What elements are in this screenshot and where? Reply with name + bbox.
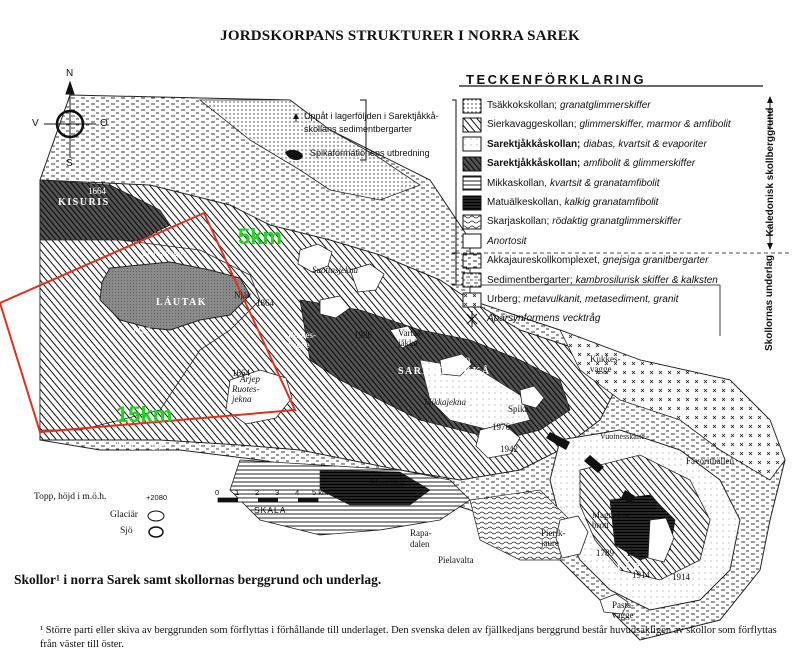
legend-swatch [462,272,482,288]
place-rapadalen: Rapa- dalen [410,528,432,549]
place-kukkesvagge: Kukkes- vagge [590,354,621,374]
legend-item-desc: kvartsit & granatamfibolit [550,177,660,189]
scale-tick: 0 [215,488,220,497]
legend-side-bottom: Skollornas underlag [764,254,775,351]
legend-item-desc: Anortosit [487,235,527,247]
legend-item [462,193,658,212]
scale-bar [218,498,318,502]
legend-item [462,115,731,134]
place-magnesitbrott: Magnesit- brott [592,510,629,530]
place-pierikjaure: Pierik- jaure [541,528,566,548]
legend-item [462,154,695,173]
legend-item-name: Sierkavaggeskollan; [487,119,577,131]
legend-item-desc: gnejsiga granitbergarter [602,255,709,267]
place-sierkavagge: Sierkavagge [142,248,187,258]
height-label: 1664 [232,368,250,378]
legend-item [462,232,526,251]
legend-item [462,309,600,328]
height-label: 1914 [672,572,690,582]
legend-item [462,290,678,309]
place-ruotesvagge: Ruotes- vagge [288,330,316,350]
key-glacier-label: Glaciär [110,510,138,520]
height-label: 1664 [88,186,106,196]
key-peak-label: Topp, höjd i m.ö.h. [34,492,107,502]
legend-swatch [462,117,482,133]
legend-item-name: Sarektjåkkåskollan; [487,138,581,150]
overlay-15km: 15km [116,402,173,427]
legend-item-name: Matuälkeskollan, [487,197,562,208]
legend-swatch [462,214,482,230]
legend-swatch [462,311,482,327]
legend-heading: TECKENFÖRKLARING [466,72,647,87]
legend-swatch [462,175,482,191]
compass-v: V [32,118,39,129]
legend-note-2: skollans sedimentbergarter [304,124,413,134]
legend-item-name: Skarjaskollan; [487,216,550,228]
legend-item-desc: kalkig granatamfibolit [564,197,659,208]
key-lake-label: Sjö [120,526,133,536]
legend-swatch [462,136,482,152]
place-pastavagge: Pasta- vagge [612,600,634,620]
place-vuoinesskaite: Vuoinesskaite [600,432,645,441]
place-vartasjakka: Vartas- jåkkå [398,328,424,348]
legend-item-desc: metavulkanit, metasediment, granit [523,294,679,305]
lake-symbol [149,527,163,537]
height-label: 1986 [354,330,372,340]
overlay-5km: 5km [238,224,283,249]
legend-item-name: Mikkaskollan, [487,177,548,189]
legend-item [462,271,718,290]
key-peak-example: +2080 [146,493,168,502]
place-sarektjakka: SAREKTJÅKKÅ [398,366,491,377]
legend-item [462,96,651,115]
height-label: 1942 [500,444,518,454]
legend-item-name: Sarektjåkkåskollan; [487,158,581,170]
place-njak: Nják [234,290,252,300]
scale-tick: 4 [295,488,300,497]
height-label: 1976 [492,422,510,432]
height-label: 1871 [626,548,644,558]
height-label: 1864 [256,298,274,308]
place-pielavalta: Pielavalta [438,555,474,565]
legend-swatch [462,292,482,308]
legend-item [462,212,681,231]
place-apar: ÄPÁR [608,562,642,573]
legend-item [462,174,660,193]
map-caption: Skollor¹ i norra Sarek samt skollornas berggrund och underlag. [14,572,382,587]
compass-o: O [100,118,108,129]
footnote: ¹ Större parti eller skiva av berggrunden som förflyttas i förhållande till underlaget. Den svenska delen av fjällkedjans berggrund består huvudsakligen av skollor som förflyttas från väster till öster. [40,625,777,650]
legend-item-desc: amfibolit & glimmerskiffer [583,158,696,170]
scale-tick: 5 km [312,488,329,497]
place-spika: Spika [508,404,529,414]
scale-title: SKALA [254,505,287,515]
place-matualke: Matuälke [370,478,404,488]
legend-side-top: Kaledonisk skollberggrund [765,107,776,237]
height-label: 1789 [596,548,614,558]
legend-swatch [462,156,482,172]
legend-item-desc: rödaktig granatglimmerskiffer [552,216,682,228]
scale-tick: 3 [275,488,280,497]
place-favoritkallen: Favorithällen [686,456,734,466]
scale-tick: 2 [255,488,260,497]
height-label: 1914 [632,570,650,580]
legend-swatch [462,253,482,269]
compass-n: N [66,68,74,79]
legend-item-desc: granatglimmerskiffer [560,100,651,111]
place-lautak: LÁUTAK [156,297,208,308]
place-kisuris: KISURIS [58,197,110,208]
legend-note-1: Uppåt i lagerföljden i Sarektjåkkå- [304,111,439,121]
legend-swatch [462,98,482,114]
compass-s: S [66,158,73,169]
legend-item [462,251,708,270]
legend-item-desc: Äparsynformens vecktråg [487,313,601,325]
legend-note-3: Spikaformationens utbredning [310,148,430,158]
legend-item-name: Akkajaureskollkomplexet, [487,255,600,267]
place-mikkajekna: Mikkajekna [424,397,466,407]
legend-item-desc: glimmerskiffer, marmor & amfibolit [579,119,731,131]
legend-item-desc: kambrosilurisk skiffer & kalksten [575,274,718,286]
height-label: 2010 [472,378,490,388]
legend-swatch [462,233,482,249]
legend-swatch [462,195,482,211]
glacier-symbol [148,511,164,521]
height-label: 1447 [132,326,150,336]
place-arjep: Árjep [240,374,260,384]
legend-item [462,135,707,154]
legend-item-name: Sedimentbergarter; [487,274,573,286]
legend-item-name: Tsäkkokskollan; [487,100,558,111]
legend-item-desc: diabas, kvartsit & evaporiter [583,138,707,150]
place-ruotesjekna: Ruotes- jekna [232,384,260,404]
legend-item-name: Urberg; [487,294,521,305]
place-kuopervagge: Kuopervagge [116,440,165,450]
map-title: JORDSKORPANS STRUKTURER I NORRA SAREK [220,28,580,44]
height-label: 2089 [452,356,470,366]
scale-tick: 1 [235,488,240,497]
place-suottasjekna: Suottasjekna [312,265,358,275]
